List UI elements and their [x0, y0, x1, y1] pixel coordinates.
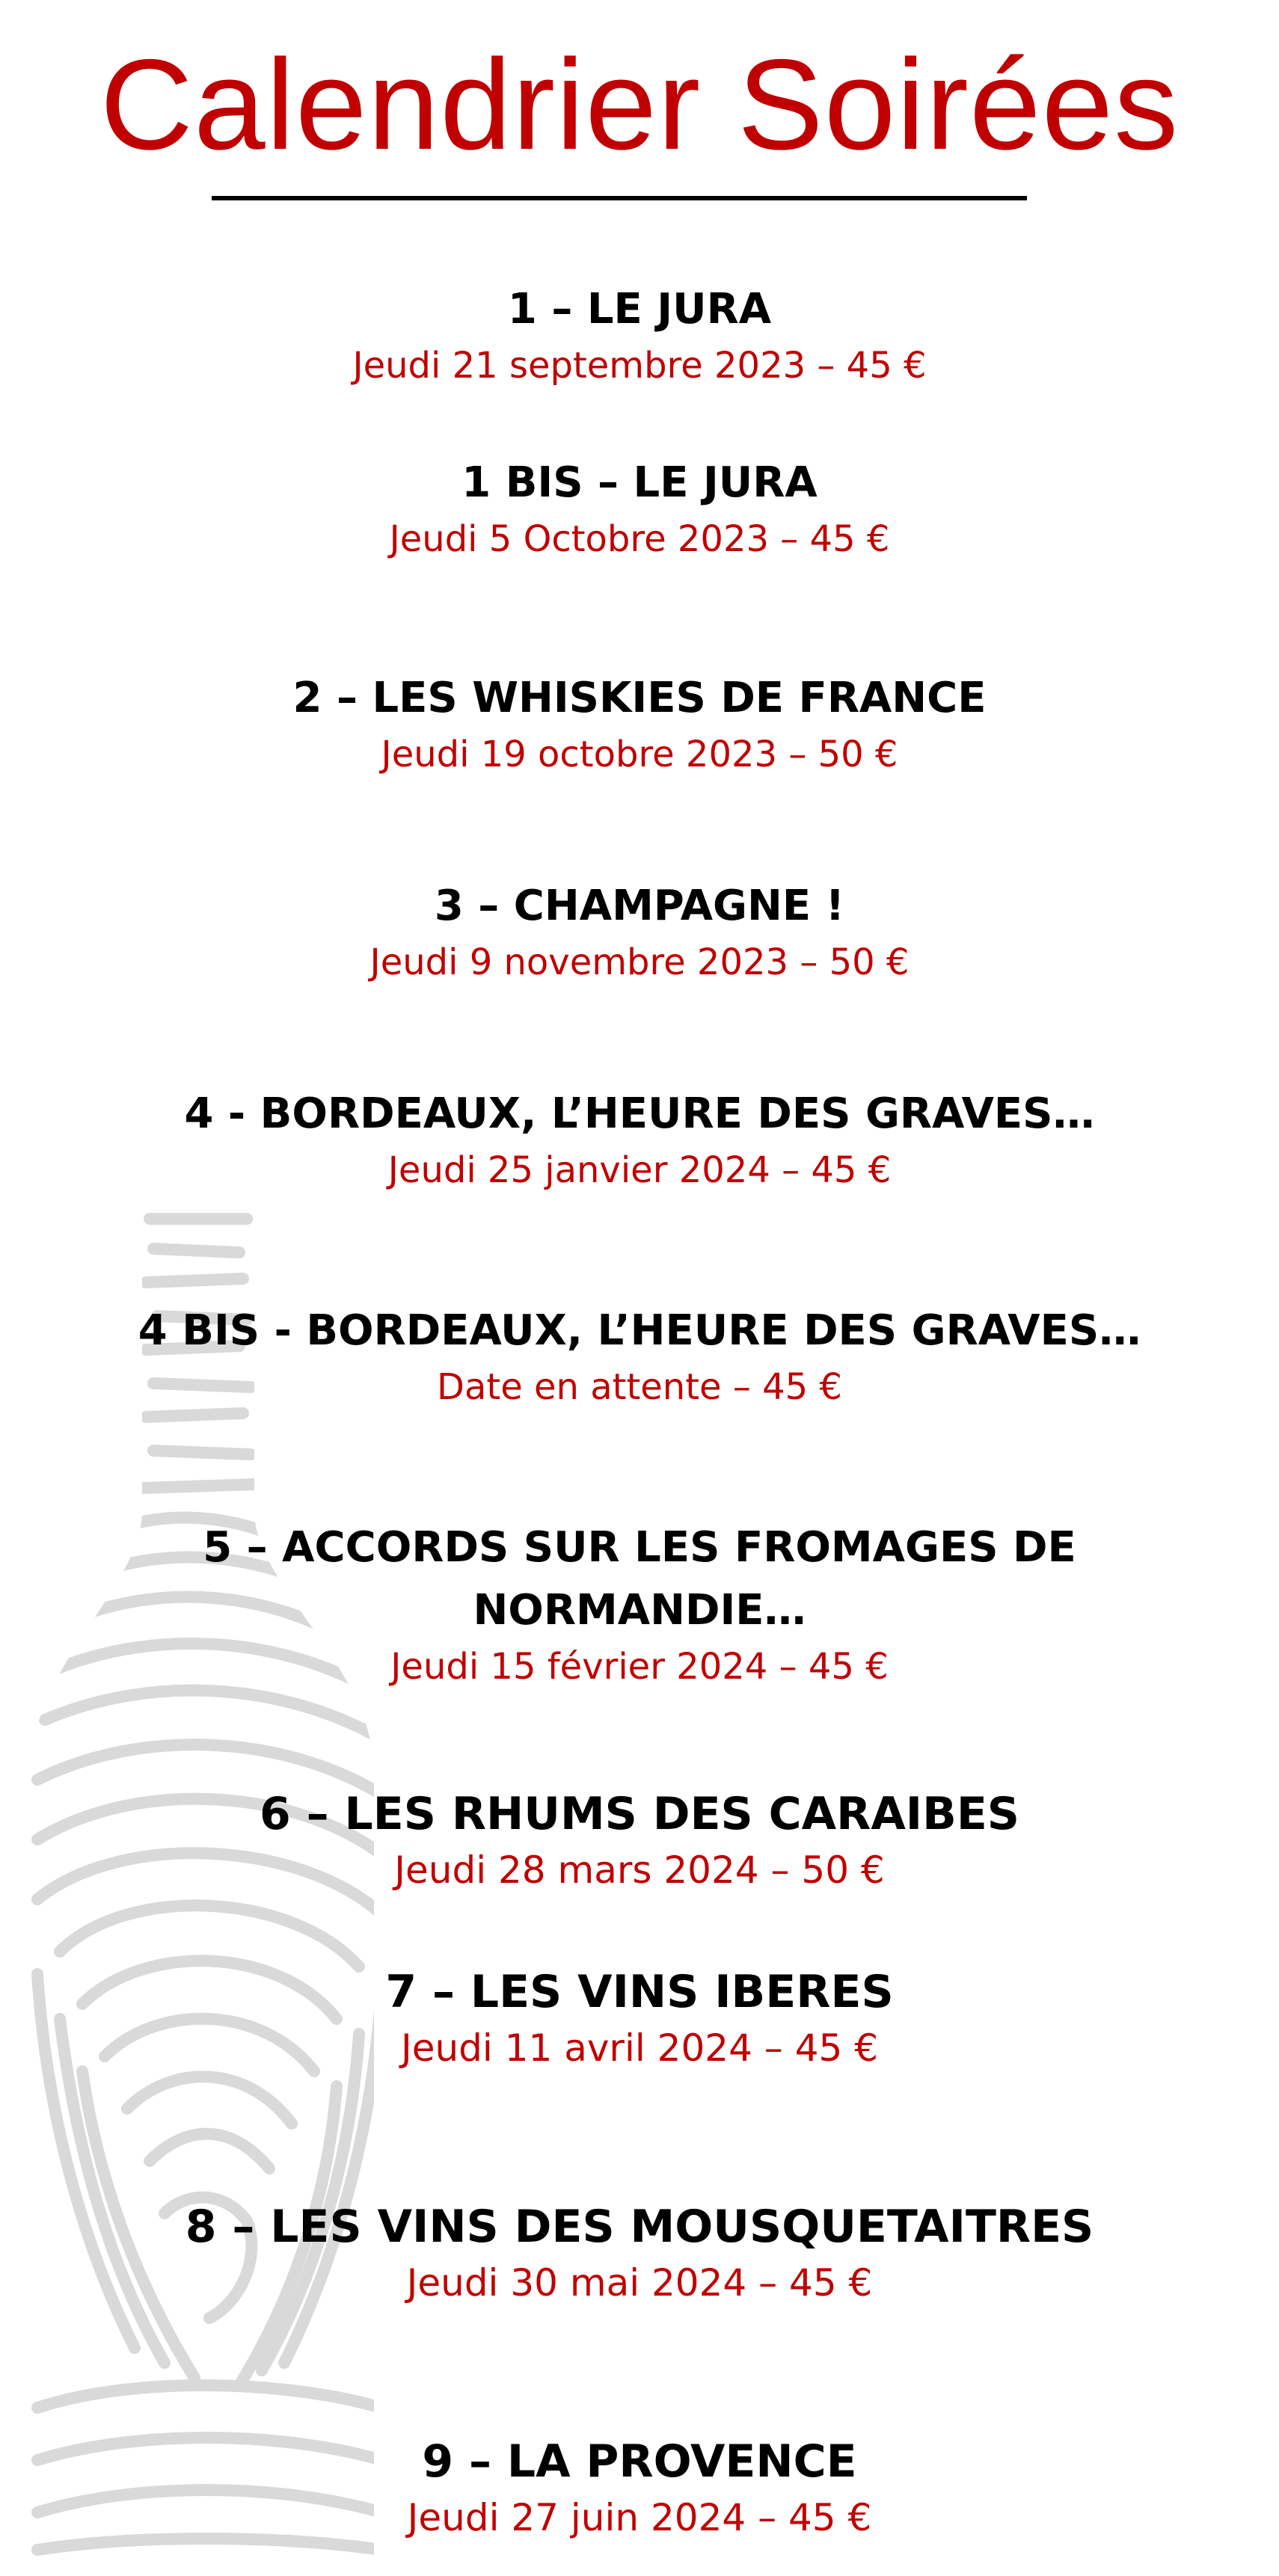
event-name: 4 BIS - BORDEAUX, L’HEURE DES GRAVES… [138, 1306, 1141, 1355]
event-date: Jeudi 30 mai 2024 – 45 € [406, 2261, 873, 2305]
event-name: 1 – LE JURA [507, 285, 772, 333]
event-name: 7 – LES VINS IBERES [385, 1966, 894, 2018]
page-title: Calendrier Soirées [99, 33, 1180, 176]
event-date: Jeudi 21 septembre 2023 – 45 € [352, 345, 927, 387]
event-name: 8 – LES VINS DES MOUSQUETAITRES [185, 2201, 1094, 2253]
event-name: 4 - BORDEAUX, L’HEURE DES GRAVES… [184, 1089, 1095, 1138]
event-date: Jeudi 11 avril 2024 – 45 € [400, 2026, 879, 2070]
event-name: 1 BIS – LE JURA [461, 458, 818, 507]
event-item [0, 1961, 1279, 2073]
event-date: Jeudi 28 mars 2024 – 50 € [394, 1848, 885, 1892]
event-item [0, 278, 1279, 390]
event-name: 9 – LA PROVENCE [422, 2435, 857, 2488]
event-date: Jeudi 15 février 2024 – 45 € [390, 1646, 889, 1688]
event-name-line1: 5 – ACCORDS SUR LES FROMAGES DE [203, 1523, 1076, 1572]
event-item [0, 452, 1279, 564]
event-item [0, 667, 1279, 779]
event-item [0, 1300, 1279, 1412]
event-date: Jeudi 27 juin 2024 – 45 € [407, 2496, 872, 2539]
event-item [0, 1083, 1279, 1195]
event-date: Jeudi 25 janvier 2024 – 45 € [387, 1149, 892, 1191]
event-item [0, 875, 1279, 987]
event-date: Jeudi 5 Octobre 2023 – 45 € [389, 518, 890, 560]
event-name: 6 – LES RHUMS DES CARAIBES [259, 1788, 1020, 1840]
event-item [0, 1783, 1279, 1895]
event-item [0, 1516, 1279, 1691]
event-name-line2: NORMANDIE… [473, 1586, 806, 1635]
event-date: Jeudi 9 novembre 2023 – 50 € [369, 941, 910, 983]
event-item [0, 2195, 1279, 2308]
event-name: 2 – LES WHISKIES DE FRANCE [292, 674, 987, 722]
title-divider [212, 196, 1027, 200]
event-name: 3 – CHAMPAGNE ! [434, 882, 845, 930]
event-item [0, 2430, 1279, 2542]
event-date: Date en attente – 45 € [437, 1366, 842, 1408]
event-date: Jeudi 19 octobre 2023 – 50 € [381, 734, 898, 775]
